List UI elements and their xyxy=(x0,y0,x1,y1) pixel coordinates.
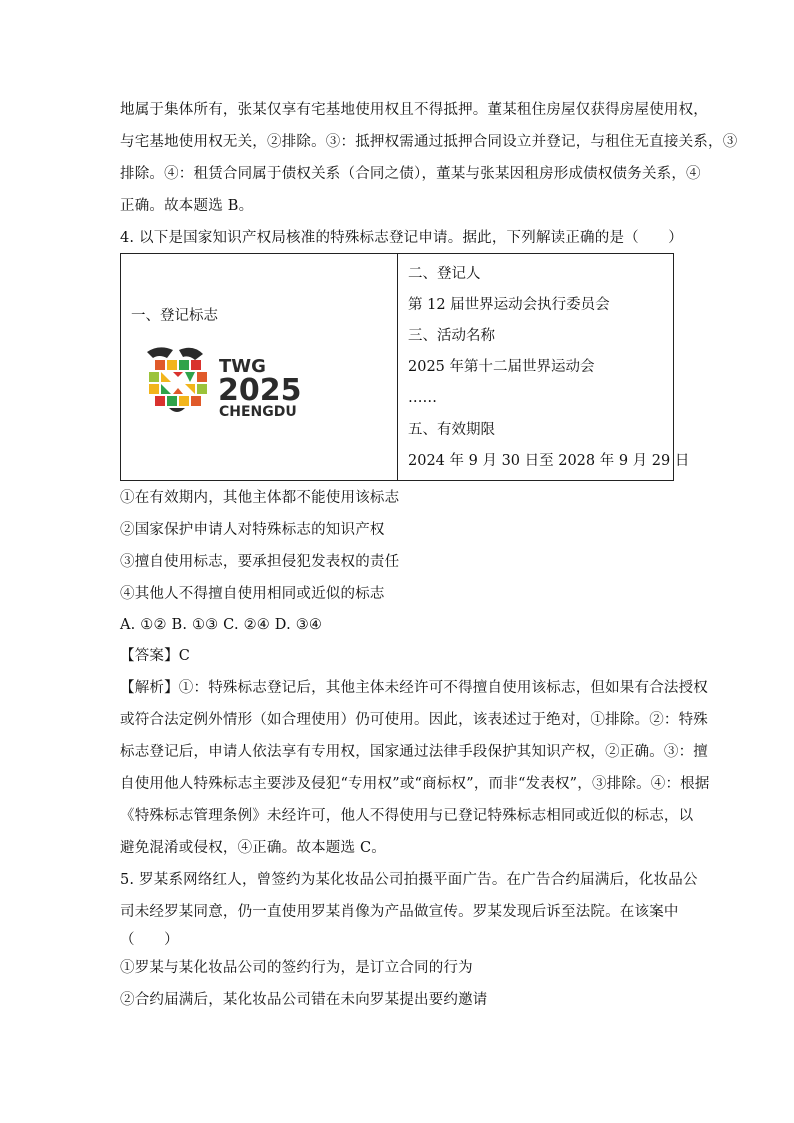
table-right-line: 2024 年 9 月 30 日至 2028 年 9 月 29 日 xyxy=(408,453,690,469)
text-line: 地属于集体所有，张某仅享有宅基地使用权且不得抵押。董某租住房屋仅获得房屋使用权， xyxy=(120,102,708,118)
option-line: ④其他人不得擅自使用相同或近似的标志 xyxy=(120,586,385,602)
table-right-line: …… xyxy=(408,390,437,406)
option-line: ①在有效期内，其他主体都不能使用该标志 xyxy=(120,490,400,506)
analysis-line: 【解析】①：特殊标志登记后，其他主体未经许可不得擅自使用该标志，但如果有合法授权 xyxy=(120,680,708,696)
analysis-line: 标志登记后，申请人依法享有专用权，国家通过法律手段保护其知识产权，②正确。③：擅 xyxy=(120,744,708,760)
table-right-line: 第 12 届世界运动会执行委员会 xyxy=(408,297,610,313)
table-left-heading: 一、登记标志 xyxy=(131,308,218,324)
table-right-line: 二、登记人 xyxy=(408,266,481,282)
option-line: ②合约届满后，某化妆品公司错在未向罗某提出要约邀请 xyxy=(120,992,488,1008)
logo-text-year: 2025 xyxy=(218,373,302,408)
analysis-line: 《特殊标志管理条例》未经许可，他人不得使用与已登记特殊标志相同或近似的标志，以 xyxy=(120,808,694,824)
table-right-line: 三、活动名称 xyxy=(408,328,495,344)
text-line: 排除。④：租赁合同属于债权关系（合同之债），董某与张某因租房形成债权债务关系，④ xyxy=(120,166,701,182)
option-line: ③擅自使用标志，要承担侵犯发表权的责任 xyxy=(120,554,400,570)
question-5-stem: 司未经罗某同意，仍一直使用罗某肖像为产品做宣传。罗某发现后诉至法院。在该案中 xyxy=(120,904,679,920)
table-right-line: 2025 年第十二届世界运动会 xyxy=(408,359,595,375)
twg-2025-logo xyxy=(139,342,339,422)
question-5-stem: （ ） xyxy=(120,932,179,948)
analysis-line: 或符合法定例外情形（如合理使用）仍可使用。因此，该表述过于绝对，①排除。②：特殊 xyxy=(120,712,708,728)
registration-table xyxy=(120,253,690,481)
analysis-line: 避免混淆或侵权，④正确。故本题选 C。 xyxy=(120,840,387,856)
option-line: ②国家保护申请人对特殊标志的知识产权 xyxy=(120,522,385,538)
table-right-line: 五、有效期限 xyxy=(408,422,495,438)
table-left-cell xyxy=(121,254,397,480)
analysis-line: 自使用他人特殊标志主要涉及侵犯“专用权”或“商标权”，而非“发表权”，③排除。④：根据 xyxy=(120,776,710,792)
text-line: 正确。故本题选 B。 xyxy=(120,198,254,214)
logo-text-twg: TWG xyxy=(219,356,266,377)
logo-text-city: CHENGDU xyxy=(219,404,297,420)
question-5-stem: 5. 罗某系网络红人，曾签约为某化妆品公司拍摄平面广告。在广告合约届满后，化妆品公 xyxy=(120,872,698,888)
table-right-cell xyxy=(398,254,690,480)
answer-choices: A. ①② B. ①③ C. ②④ D. ③④ xyxy=(120,617,323,633)
logo-emblem xyxy=(147,347,207,412)
question-4-stem: 4. 以下是国家知识产权局核准的特殊标志登记申请。据此，下列解读正确的是（ ） xyxy=(120,230,683,246)
text-line: 与宅基地使用权无关，②排除。③：抵押权需通过抵押合同设立并登记，与租住无直接关系，③ xyxy=(120,134,738,150)
option-line: ①罗某与某化妆品公司的签约行为，是订立合同的行为 xyxy=(120,960,473,976)
answer-label: 【答案】C xyxy=(120,648,191,664)
